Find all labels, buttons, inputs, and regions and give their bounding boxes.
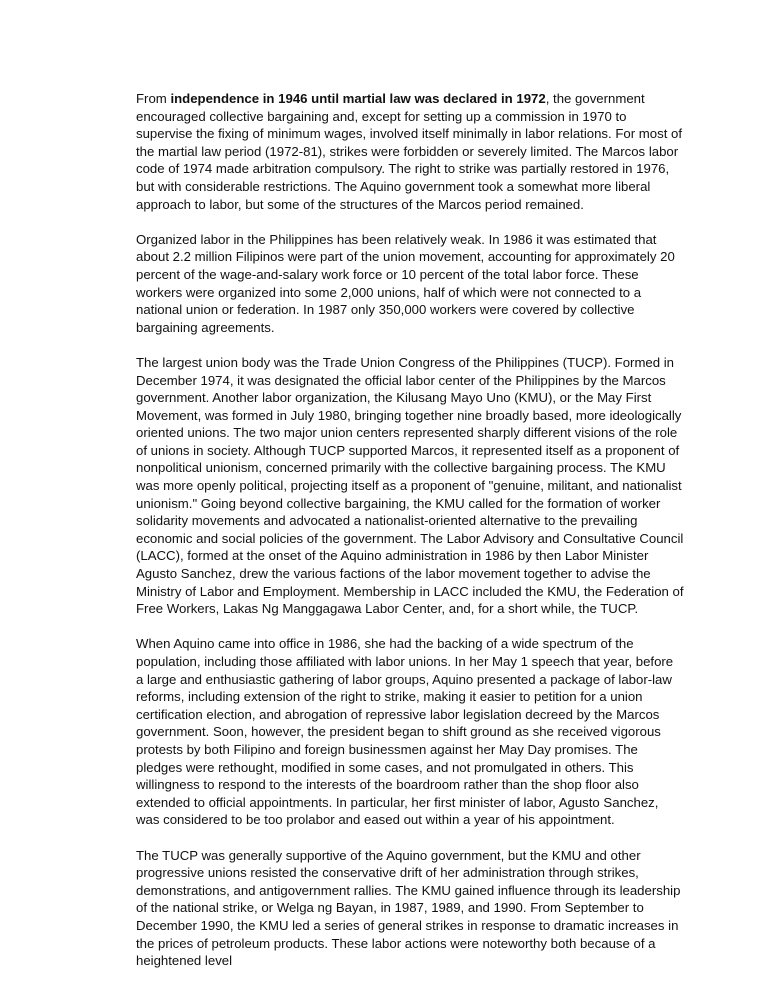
paragraph-1-text: , the government encouraged collective bargaining and, except for setting up a commission in 1970 to supervise the fixing of minimum wages, involved itself minimally in labor relations. For most of the martial law period (1972-81), strikes were forbidden or severely limited. The Marcos labor code of 1974 made arbitration compulsory. The right to strike was partially restored in 1976, but with considerable restrictions. The Aquino government took a somewhat more liberal approach to labor, but some of the structures of the Marcos period remained. xyxy=(136,91,683,212)
document-body xyxy=(136,90,684,970)
paragraph-3: The largest union body was the Trade Union Congress of the Philippines (TUCP). Formed in December 1974, it was designated the official labor center of the Philippines by the Marcos government. Another labor organization, the Kilusang Mayo Uno (KMU), or the May First Movement, was formed in July 1980, bringing together nine broadly based, more ideologically oriented unions. The two major union centers represented sharply different visions of the role of unions in society. Although TUCP supported Marcos, it represented itself as a proponent of nonpolitical unionism, concerned primarily with the collective bargaining process. The KMU was more openly political, projecting itself as a proponent of "genuine, militant, and nationalist unionism." Going beyond collective bargaining, the KMU called for the formation of worker solidarity movements and advocated a nationalist-oriented alternative to the prevailing economic and social policies of the government. The Labor Advisory and Consultative Council (LACC), formed at the onset of the Aquino administration in 1986 by then Labor Minister Agusto Sanchez, drew the various factions of the labor movement together to advise the Ministry of Labor and Employment. Membership in LACC included the KMU, the Federation of Free Workers, Lakas Ng Manggagawa Labor Center, and, for a short while, the TUCP. xyxy=(136,354,684,617)
paragraph-2: Organized labor in the Philippines has been relatively weak. In 1986 it was estimated that about 2.2 million Filipinos were part of the union movement, accounting for approximately 20 percent of the wage-and-salary work force or 10 percent of the total labor force. These workers were organized into some 2,000 unions, half of which were not connected to a national union or federation. In 1987 only 350,000 workers were covered by collective bargaining agreements. xyxy=(136,231,675,335)
paragraph-1-prefix: From xyxy=(136,91,171,106)
paragraph-1-emphasis: independence in 1946 until martial law was declared in 1972 xyxy=(170,91,546,106)
paragraph-4: When Aquino came into office in 1986, she had the backing of a wide spectrum of the population, including those affiliated with labor unions. In her May 1 speech that year, before a large and enthusiastic gathering of labor groups, Aquino presented a package of labor-law reforms, including extension of the right to strike, making it easier to petition for a union certification election, and abrogation of repressive labor legislation decreed by the Marcos government. Soon, however, the president began to shift ground as she received vigorous protests by both Filipino and foreign businessmen against her May Day promises. The pledges were rethought, modified in some cases, and not promulgated in others. This willingness to respond to the interests of the boardroom rather than the shop floor also extended to official appointments. In particular, her first minister of labor, Agusto Sanchez, was considered to be too prolabor and eased out within a year of his appointment. xyxy=(136,636,674,828)
paragraph-5: The TUCP was generally supportive of the Aquino government, but the KMU and other progressive unions resisted the conservative drift of her administration through strikes, demonstrations, and antigovernment rallies. The KMU gained influence through its leadership of the national strike, or Welga ng Bayan, in 1987, 1989, and 1990. From September to December 1990, the KMU led a series of general strikes in response to dramatic increases in the prices of petroleum products. These labor actions were noteworthy both because of a heightened level xyxy=(136,847,681,969)
paragraph-1 xyxy=(136,90,684,213)
